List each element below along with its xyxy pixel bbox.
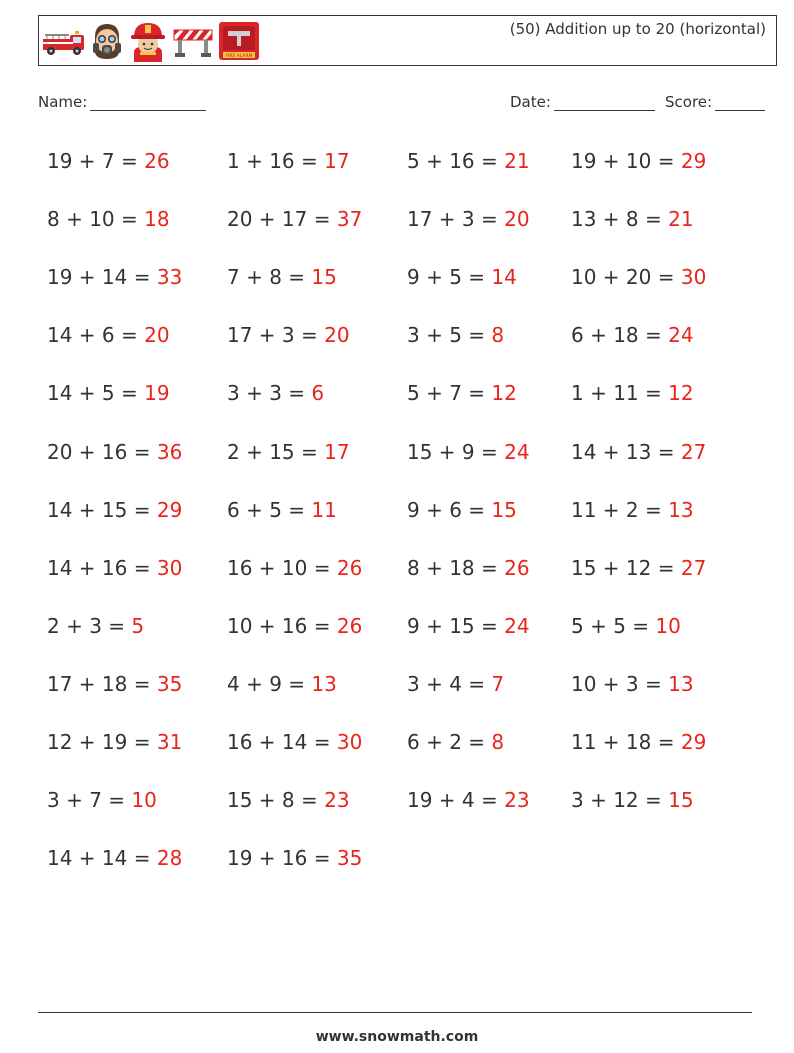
problem-equation: 8 + 18 = <box>407 556 505 580</box>
problem-equation: 6 + 2 = <box>407 730 492 754</box>
name-blank-line[interactable] <box>90 94 206 111</box>
problem-equation: 12 + 19 = <box>47 730 157 754</box>
problem-equation: 10 + 3 = <box>571 672 669 696</box>
problem-answer: 30 <box>336 730 363 754</box>
problem-equation: 6 + 5 = <box>227 498 312 522</box>
score-label: Score: <box>665 93 713 111</box>
problem-equation: 1 + 16 = <box>227 149 325 173</box>
problem-item <box>227 323 350 347</box>
problem-equation: 17 + 18 = <box>47 672 157 696</box>
problem-equation: 5 + 5 = <box>571 614 656 638</box>
problem-item <box>47 614 144 638</box>
problem-equation: 15 + 9 = <box>407 440 505 464</box>
name-label: Name: <box>38 93 88 111</box>
problem-equation: 2 + 3 = <box>47 614 132 638</box>
problem-equation: 15 + 12 = <box>571 556 681 580</box>
problem-answer: 29 <box>680 730 707 754</box>
problem-answer: 21 <box>504 149 530 173</box>
problem-answer: 19 <box>144 381 170 405</box>
problem-item <box>407 149 530 173</box>
problem-item <box>407 381 517 405</box>
problem-answer: 20 <box>504 207 530 231</box>
problem-item <box>571 323 694 347</box>
problem-item <box>571 149 706 173</box>
problem-answer: 6 <box>311 381 325 405</box>
problem-item <box>407 265 517 289</box>
student-info-row <box>38 93 771 115</box>
problem-equation: 11 + 2 = <box>571 498 669 522</box>
problem-equation: 3 + 4 = <box>407 672 492 696</box>
problem-equation: 6 + 18 = <box>571 323 669 347</box>
problem-answer: 13 <box>668 672 694 696</box>
problem-item <box>47 440 182 464</box>
date-field <box>510 93 655 111</box>
problem-equation: 5 + 7 = <box>407 381 492 405</box>
header-icons <box>42 20 263 62</box>
problem-item <box>227 381 324 405</box>
problem-answer: 18 <box>144 207 170 231</box>
problem-answer: 28 <box>156 846 183 870</box>
problem-equation: 4 + 9 = <box>227 672 312 696</box>
problem-item <box>407 323 504 347</box>
fire-alarm-icon <box>218 20 263 62</box>
problem-answer: 36 <box>156 440 183 464</box>
problem-item <box>227 440 350 464</box>
name-field <box>38 93 206 111</box>
problem-answer: 23 <box>324 788 350 812</box>
problem-equation: 1 + 11 = <box>571 381 669 405</box>
fire-truck-icon <box>42 25 89 57</box>
problem-answer: 12 <box>668 381 694 405</box>
problem-answer: 31 <box>156 730 183 754</box>
problem-answer: 30 <box>680 265 707 289</box>
problem-answer: 21 <box>668 207 694 231</box>
problem-equation: 17 + 3 = <box>407 207 505 231</box>
problem-answer: 26 <box>144 149 170 173</box>
problem-answer: 24 <box>668 323 694 347</box>
problem-answer: 26 <box>504 556 530 580</box>
problem-answer: 15 <box>668 788 694 812</box>
problem-item <box>407 614 530 638</box>
problem-answer: 8 <box>491 730 505 754</box>
problem-item <box>227 672 337 696</box>
problem-answer: 14 <box>491 265 517 289</box>
problem-equation: 3 + 3 = <box>227 381 312 405</box>
problem-answer: 27 <box>680 440 707 464</box>
footer-divider <box>38 1012 752 1013</box>
problem-answer: 13 <box>668 498 694 522</box>
problem-item <box>47 788 157 812</box>
worksheet-header <box>38 15 777 66</box>
problem-item <box>47 265 182 289</box>
date-label: Date: <box>510 93 551 111</box>
problem-equation: 10 + 16 = <box>227 614 337 638</box>
problem-equation: 3 + 5 = <box>407 323 492 347</box>
problem-answer: 12 <box>491 381 517 405</box>
problem-answer: 37 <box>336 207 363 231</box>
problem-item <box>227 730 362 754</box>
problem-item <box>47 323 170 347</box>
problem-answer: 35 <box>336 846 363 870</box>
problem-item <box>227 846 362 870</box>
problem-item <box>407 498 517 522</box>
problem-item <box>407 788 530 812</box>
problem-item <box>571 381 694 405</box>
problem-equation: 19 + 16 = <box>227 846 337 870</box>
gas-mask-icon <box>89 21 128 61</box>
problem-answer: 7 <box>491 672 505 696</box>
problem-item <box>227 265 337 289</box>
problem-equation: 14 + 5 = <box>47 381 145 405</box>
problem-answer: 15 <box>311 265 337 289</box>
problem-item <box>571 265 706 289</box>
problem-item <box>407 207 530 231</box>
problem-equation: 13 + 8 = <box>571 207 669 231</box>
problem-answer: 30 <box>156 556 183 580</box>
problem-equation: 15 + 8 = <box>227 788 325 812</box>
problem-equation: 14 + 6 = <box>47 323 145 347</box>
problem-item <box>571 440 706 464</box>
problem-equation: 9 + 6 = <box>407 498 492 522</box>
problem-answer: 26 <box>336 556 363 580</box>
score-field <box>665 93 765 111</box>
problem-item <box>571 730 706 754</box>
problem-item <box>407 672 504 696</box>
problem-equation: 3 + 7 = <box>47 788 132 812</box>
problem-item <box>227 207 362 231</box>
problem-equation: 14 + 14 = <box>47 846 157 870</box>
problem-item <box>407 440 530 464</box>
problem-answer: 24 <box>504 440 530 464</box>
problem-answer: 17 <box>324 440 350 464</box>
fire-alarm-label: FIRE ALARM <box>225 54 253 59</box>
problem-item <box>227 556 362 580</box>
problem-answer: 23 <box>504 788 530 812</box>
problem-equation: 19 + 4 = <box>407 788 505 812</box>
score-blank-line[interactable] <box>715 94 765 111</box>
problem-item <box>571 498 694 522</box>
problem-equation: 19 + 7 = <box>47 149 145 173</box>
firefighter-icon <box>128 20 171 62</box>
problem-equation: 14 + 13 = <box>571 440 681 464</box>
problem-equation: 14 + 15 = <box>47 498 157 522</box>
problem-equation: 9 + 5 = <box>407 265 492 289</box>
problem-answer: 5 <box>131 614 145 638</box>
problem-answer: 24 <box>504 614 530 638</box>
problem-item <box>571 614 681 638</box>
problem-item <box>47 381 170 405</box>
problem-equation: 10 + 20 = <box>571 265 681 289</box>
problem-equation: 19 + 14 = <box>47 265 157 289</box>
problem-item <box>227 788 350 812</box>
problem-item <box>47 556 182 580</box>
problem-item <box>47 498 182 522</box>
footer-website[interactable]: www.snowmath.com <box>315 1029 479 1045</box>
problem-answer: 26 <box>336 614 363 638</box>
problem-equation: 7 + 8 = <box>227 265 312 289</box>
problem-answer: 20 <box>324 323 350 347</box>
problem-answer: 13 <box>311 672 337 696</box>
problem-item <box>571 556 706 580</box>
problem-equation: 5 + 16 = <box>407 149 505 173</box>
problem-item <box>47 730 182 754</box>
problem-answer: 33 <box>156 265 183 289</box>
date-blank-line[interactable] <box>554 94 655 111</box>
problem-equation: 14 + 16 = <box>47 556 157 580</box>
problem-equation: 20 + 16 = <box>47 440 157 464</box>
problem-equation: 16 + 10 = <box>227 556 337 580</box>
problem-answer: 35 <box>156 672 183 696</box>
problem-equation: 17 + 3 = <box>227 323 325 347</box>
problem-answer: 10 <box>655 614 681 638</box>
problem-equation: 19 + 10 = <box>571 149 681 173</box>
problem-answer: 17 <box>324 149 350 173</box>
problem-item <box>227 149 350 173</box>
problem-item <box>227 614 362 638</box>
problem-equation: 20 + 17 = <box>227 207 337 231</box>
road-barrier-icon <box>171 24 218 58</box>
problem-item <box>571 788 694 812</box>
problem-equation: 11 + 18 = <box>571 730 681 754</box>
problem-equation: 2 + 15 = <box>227 440 325 464</box>
problem-item <box>47 846 182 870</box>
problem-answer: 11 <box>311 498 337 522</box>
problem-answer: 29 <box>156 498 183 522</box>
worksheet-title: (50) Addition up to 20 (horizontal) <box>509 20 766 38</box>
problem-equation: 9 + 15 = <box>407 614 505 638</box>
problem-equation: 16 + 14 = <box>227 730 337 754</box>
problem-item <box>571 207 694 231</box>
problem-item <box>47 672 182 696</box>
problem-equation: 3 + 12 = <box>571 788 669 812</box>
problem-item <box>407 556 530 580</box>
problem-answer: 8 <box>491 323 505 347</box>
problem-item <box>571 672 694 696</box>
problem-answer: 15 <box>491 498 517 522</box>
problem-equation: 8 + 10 = <box>47 207 145 231</box>
problem-answer: 10 <box>131 788 157 812</box>
problem-item <box>47 207 170 231</box>
problem-answer: 20 <box>144 323 170 347</box>
problem-item <box>227 498 337 522</box>
problem-answer: 27 <box>680 556 707 580</box>
problem-answer: 29 <box>680 149 707 173</box>
problem-item <box>407 730 504 754</box>
problem-item <box>47 149 170 173</box>
